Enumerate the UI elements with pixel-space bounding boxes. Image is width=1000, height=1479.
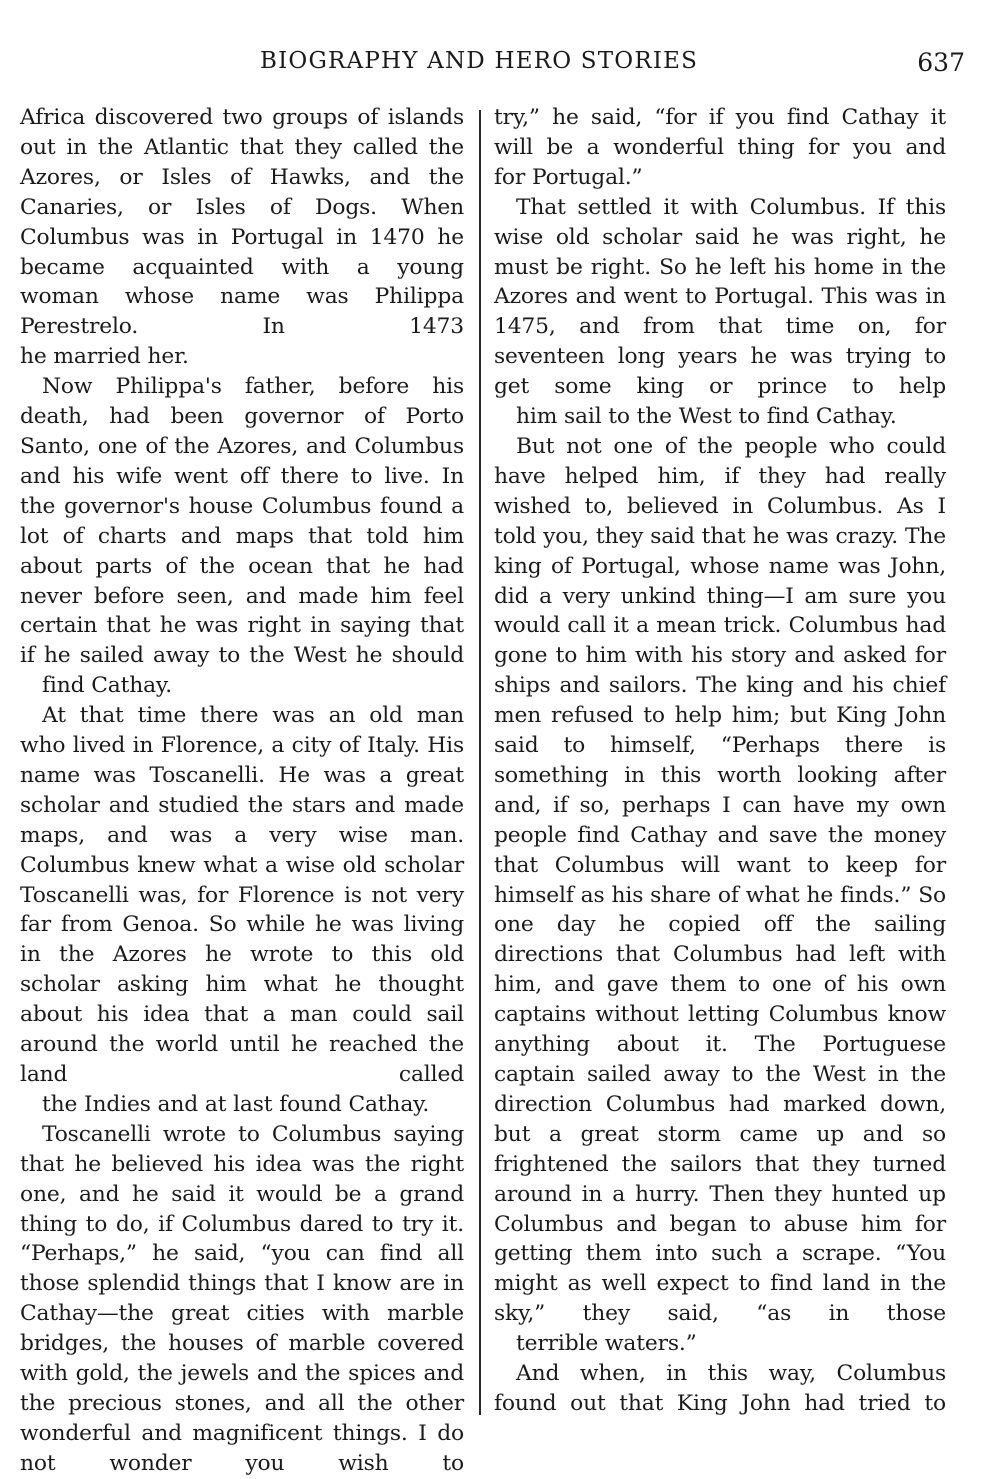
paragraph-text: That settled it with Columbus. If this wise old scholar said he was right, he must be right. So he left his home in the Azores and went to Portugal. This was in 1475, and from that time on, for seventeen long years he was trying to get some king or prince to help [494,194,946,400]
paragraph-last-line: find Cathay. [42,673,172,699]
paragraph-text: At that time there was an old man who lived in Florence, a city of Italy. His name was Toscanelli. He was a great scholar and studied the stars and made maps, and was a very wise man. Columbus knew what a wise old scholar Toscanelli was, for Florence is not very far from Genoa. So while he was living in the Azores he wrote to this old scholar asking him what he thought about his idea that a man could sail around the world until he reached the land called [20,703,464,1087]
paragraph-text: But not one of the people who could have helped him, if they had really wished to, believed in Columbus. As I told you, they said that he was crazy. The king of Portugal, whose name was John, did a very unkind thing—I am sure you would call it a mean trick. Columbus had gone to him with his story and asked for ships and sailors. The king and his chief men refused to help him; but King John said to himself, “Perhaps there is something in this worth looking after and, if so, perhaps I can have my own people find Cathay and save the money that Columbus will want to keep for himself as his share of what he finds.” So one day he copied off the sailing directions that Columbus had left with him, and gave them to one of his own captains without letting Columbus know anything about it. The Portuguese captain sailed away to the West in the direction Columbus had marked down, but a great storm came up and so frightened the sailors that they turned around in a hurry. Then they hunted up Columbus and began to abuse him for getting them into such a scrape. “You might as well expect to find land in the sky,” they said, “as in those [494,433,946,1327]
paragraph-text: Now Philippa's father, before his death, had been governor of Porto Santo, one of the Azores, and Columbus and his wife went off there to live. In the governor's house Columbus found a lot of charts and maps that told him about parts of the ocean that he had never before seen, and made him feel certain that he was right in saying that if he sailed away to the West he should [20,374,464,669]
paragraph-last-line: him sail to the West to find Cathay. [516,404,897,430]
column-divider [479,110,481,1415]
paragraph [20,701,464,1120]
paragraph [20,103,464,372]
paragraph [494,1359,946,1419]
left-column [20,103,464,1476]
paragraph-last-line: for Portugal.” [494,164,643,190]
paragraph-text: Africa discovered two groups of islands out in the Atlantic that they called the Azores, or Isles of Hawks, and the Canaries, or Isles of Dogs. When Columbus was in Portugal in 1470 he became acquainted with a young woman whose name was Philippa Perestrelo. In 1473 [20,105,464,340]
paragraph [20,372,464,701]
paragraph-text: try,” he said, “for if you find Cathay it will be a wonderful thing for you and [494,105,946,160]
paragraph-last-line: terrible waters.” [516,1331,697,1357]
paragraph [494,193,946,432]
paragraph-last-line: he married her. [20,344,189,370]
page-header [20,44,965,84]
paragraph [494,103,946,193]
paragraph [494,432,946,1359]
paragraph [20,1120,464,1479]
running-title: BIOGRAPHY AND HERO STORIES [260,48,699,74]
right-column [494,103,946,1423]
paragraph-text: And when, in this way, Columbus found out that King John had tried to [494,1361,946,1416]
paragraph-text: Toscanelli wrote to Columbus saying that he believed his idea was the right one, and he said it would be a grand thing to do, if Columbus dared to try it. “Perhaps,” he said, “you can find all those splendid things that I know are in Cathay—the great cities with marble bridges, the houses of marble covered with gold, the jewels and the spices and the precious stones, and all the other wonderful and magnificent things. I do not wonder you wish to [20,1121,464,1476]
page-number: 637 [917,48,965,77]
paragraph-last-line: the Indies and at last found Cathay. [42,1091,430,1117]
